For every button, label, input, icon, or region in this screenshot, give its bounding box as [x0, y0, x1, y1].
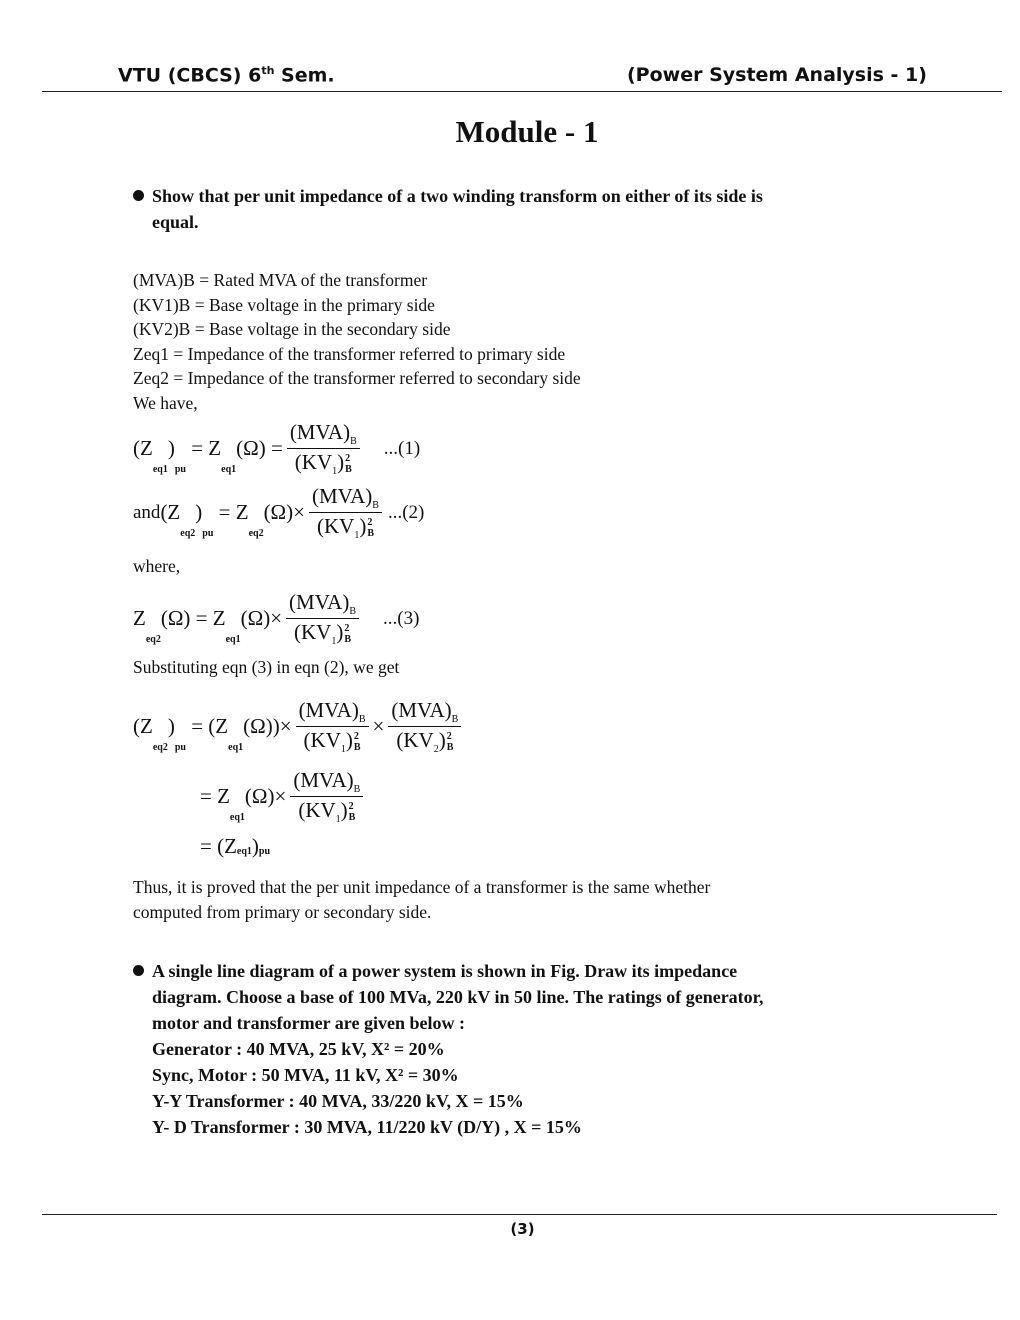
- definition: (MVA)B = Rated MVA of the transformer: [133, 270, 428, 290]
- footer-divider: [42, 1214, 997, 1215]
- definitions: [133, 268, 581, 415]
- equation-6: = (Z eq1 ) pu: [200, 834, 271, 858]
- definition: Zeq1 = Impedance of the transformer referred to primary side: [133, 343, 566, 364]
- bullet-icon: [133, 965, 144, 976]
- question-2: A single line diagram of a power system is shown in Fig. Draw its impedance diagram. Choose a base of 100 MVa, 220 kV in 50 line. The ratings of generator, motor and transformer are given below : Generator : 40 MVA, 25 kV, X² = 20% Sync, Motor : 50 MVA, 11 kV, X² = 30% Y-Y Transformer : 40 MVA, 33/220 kV, X = 15% Y- D Transformer : 30 MVA, 11/220 kV (D/Y) , X = 15%: [133, 958, 923, 1140]
- definition: Zeq2 = Impedance of the transformer referred to secondary side: [133, 368, 581, 388]
- page-number: (3): [510, 1220, 535, 1238]
- definition: (KV2)B = Base voltage in the secondary side: [133, 319, 451, 339]
- definition: (KV1)B = Base voltage in the primary side: [133, 294, 435, 315]
- definition: We have,: [133, 392, 198, 413]
- equation-1: (Z eq1 ) pu = Z eq1 (Ω) = $(MVA)_B$ $(KV_1)$ 2 B ...(1): [133, 420, 421, 478]
- question-1: Show that per unit impedance of a two winding transform on either of its side is equal.: [133, 183, 923, 235]
- where-label: where,: [133, 556, 181, 576]
- equation-5: = Z eq1 (Ω) × $(MVA)_B$ $(KV_1)$ 2 B: [200, 768, 367, 825]
- page-title: Module - 1: [455, 114, 599, 149]
- bullet-icon: [133, 190, 144, 201]
- equation-4: (Z eq2 ) pu = (Z eq1 (Ω)) × $(MVA)_B$ $(KV_1)$ 2 B × $(MVA)_B$ $(KV_2)$ 2 B: [133, 698, 465, 755]
- header-divider: [42, 91, 1002, 92]
- equation-3: Z eq2 (Ω) = Z eq1 (Ω) × $(MVA)_B$ $(KV_1)$ 2 B ...(3): [133, 590, 420, 648]
- header-subject: (Power System Analysis - 1): [627, 64, 927, 86]
- substitution-text: Substituting eqn (3) in eqn (2), we get: [133, 657, 400, 677]
- equation-2: and (Z eq2 ) pu = Z eq2 (Ω) × $(MVA)_B$ $(KV_1)$ 2 B ...(2): [133, 484, 425, 542]
- conclusion: Thus, it is proved that the per unit impedance of a transformer is the same whether computed from primary or secondary side.: [133, 877, 711, 922]
- header-course: VTU (CBCS) 6th Sem.: [118, 64, 335, 87]
